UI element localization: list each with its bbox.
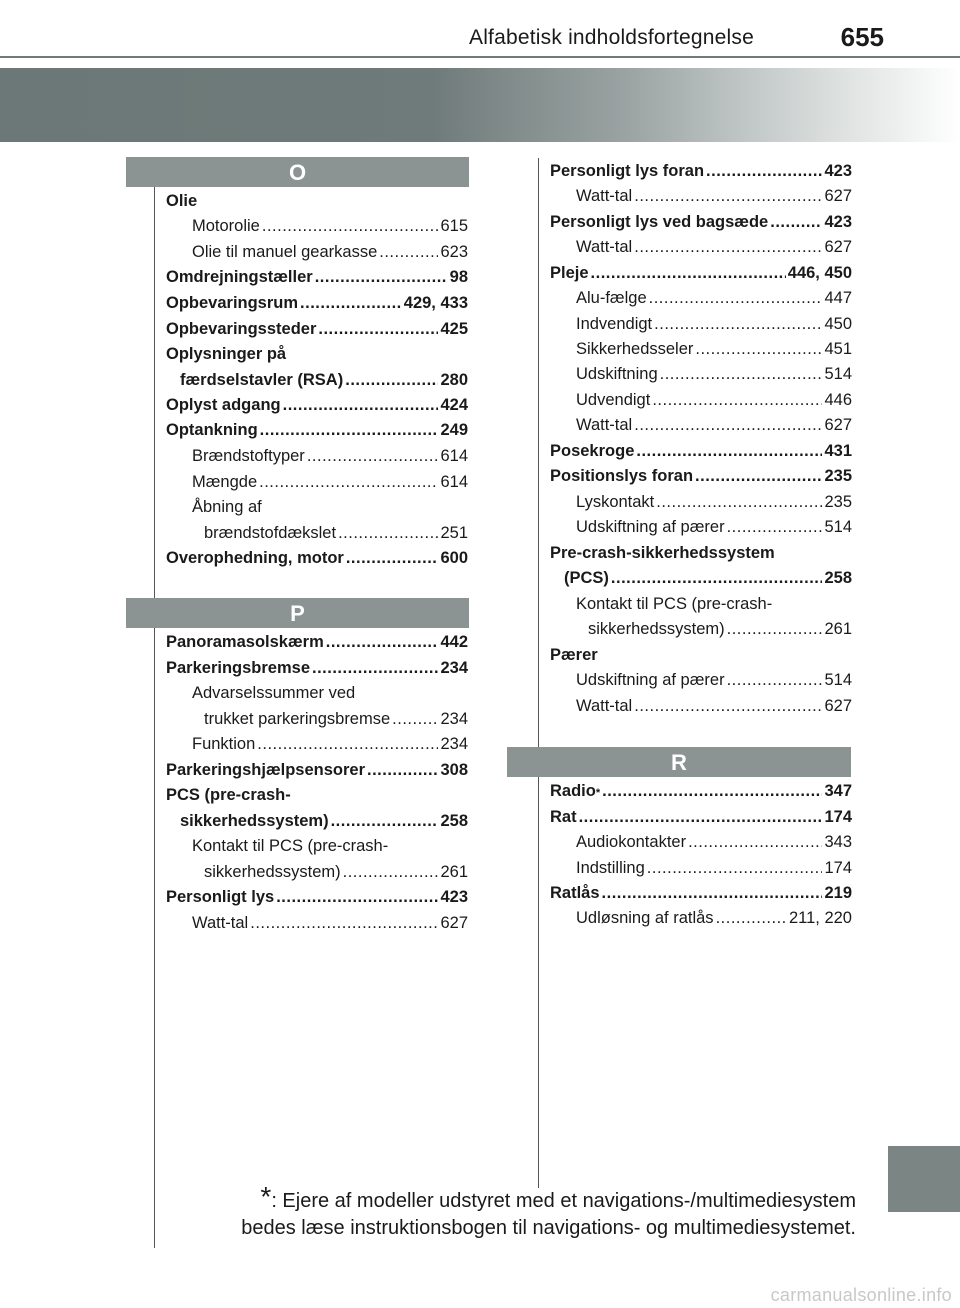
index-entry-page: 447: [824, 289, 852, 307]
index-entry-label: Udvendigt: [576, 391, 651, 409]
section-bar-o: [126, 157, 469, 187]
index-entry-label: Alu-fælge: [576, 289, 647, 307]
dot-leader: [634, 184, 822, 209]
index-entry-page: 211, 220: [788, 909, 852, 927]
index-entry: [576, 830, 852, 855]
dot-leader: [315, 265, 448, 290]
index-entry-page: 308: [440, 761, 468, 779]
watermark: carmanualsonline.info: [770, 1285, 952, 1305]
index-entry-page: 615: [440, 217, 468, 235]
index-entry: [576, 235, 852, 260]
dot-leader: [602, 779, 822, 804]
index-entry-label: Udskiftning af pærer: [576, 518, 725, 536]
index-entry-page: 261: [824, 620, 852, 638]
section-bar-p: [126, 598, 469, 628]
index-entry: [192, 911, 468, 936]
index-entry-label: Åbning af: [192, 498, 262, 516]
index-entry-label: Pærer: [550, 646, 598, 664]
dot-leader: [716, 906, 787, 931]
index-entry-page: 174: [824, 859, 852, 877]
index-entry-page: 423: [824, 162, 852, 180]
dot-leader: [660, 362, 823, 387]
dot-leader: [250, 911, 438, 936]
index-entry-label: Mængde: [192, 473, 258, 491]
index-entry-label: Udløsning af ratlås: [576, 909, 714, 927]
index-entry-label: Optankning: [166, 421, 258, 439]
index-entry-label: Olie til manuel gearkasse: [192, 243, 378, 261]
index-entry: [192, 495, 468, 520]
page-header-title: Alfabetisk indholdsfortegnelse: [468, 26, 754, 49]
dot-leader: [312, 656, 438, 681]
dot-leader: [307, 444, 439, 469]
index-entry-page: 343: [824, 833, 852, 851]
index-entry: [204, 860, 468, 885]
dot-leader: [579, 805, 823, 830]
index-entry-label: Watt-tal: [576, 416, 633, 434]
dot-leader: [338, 521, 438, 546]
index-entry: [166, 342, 468, 367]
index-entry-page: 600: [440, 549, 468, 567]
index-entry-label: færdselstavler (RSA): [180, 371, 344, 389]
index-entry-page: 627: [824, 238, 852, 256]
index-entry: [550, 439, 852, 464]
footnote-line-1: *: Ejere af modeller udstyret med et navigations-/multimediesystem: [260, 1181, 856, 1212]
dot-leader: [706, 159, 822, 184]
index-entry-label: Positionslys foran: [550, 467, 694, 485]
index-entry-label: trukket parkeringsbremse: [204, 710, 391, 728]
index-entry: [576, 312, 852, 337]
dot-leader: [318, 317, 438, 342]
index-entry-page: 234: [440, 710, 468, 728]
index-entry-page: 235: [824, 467, 852, 485]
index-entry-page: 442: [440, 633, 468, 651]
index-entry-label: Olie: [166, 192, 198, 210]
index-entry: Radio * ..... 347: [550, 779, 852, 804]
index-entry: [180, 368, 468, 393]
index-entry-label: Indvendigt: [576, 315, 653, 333]
chapter-side-tab: [888, 1146, 960, 1212]
index-entry-label: Kontakt til PCS (pre-crash-: [192, 837, 389, 855]
index-entry: [550, 210, 852, 235]
index-entry-label: Oplysninger på: [166, 345, 287, 363]
index-entry-page: 614: [440, 447, 468, 465]
index-entry: [576, 906, 852, 931]
index-entry-label: Parkeringshjælpsensorer: [166, 761, 365, 779]
dot-leader: [331, 809, 439, 834]
index-entry-page: 423: [440, 888, 468, 906]
index-entry: [550, 261, 852, 286]
index-entry: [180, 809, 468, 834]
index-entry-label: Watt-tal: [576, 187, 633, 205]
page-number: 655: [840, 22, 884, 52]
index-entry-label: Ratlås: [550, 884, 600, 902]
index-entry-page: 451: [824, 340, 852, 358]
dot-leader: [727, 515, 823, 540]
index-entry-label: Personligt lys ved bagsæde: [550, 213, 769, 231]
index-entry-label: Opbevaringsrum: [166, 294, 299, 312]
index-entry: [166, 656, 468, 681]
index-entry-label: sikkerhedssystem): [204, 863, 341, 881]
index-entry-page: 514: [824, 671, 852, 689]
index-entry: [166, 317, 468, 342]
index-entry-page: 347: [824, 782, 852, 800]
right-column-rule: [538, 158, 539, 1188]
dot-leader: [326, 630, 439, 655]
index-entry-page: 614: [440, 473, 468, 491]
index-entry: [576, 668, 852, 693]
index-entry: [550, 805, 852, 830]
index-entry-page: 234: [440, 735, 468, 753]
dot-leader: [276, 885, 438, 910]
index-entry-page: 219: [824, 884, 852, 902]
index-entry-page: 235: [824, 493, 852, 511]
index-entry: [192, 834, 468, 859]
dot-leader: [345, 368, 438, 393]
index-entry: [576, 856, 852, 881]
index-entry-label: Watt-tal: [576, 238, 633, 256]
index-entry-label: brændstofdækslet: [204, 524, 337, 542]
index-entry-label: Watt-tal: [576, 697, 633, 715]
index-entry-page: 514: [824, 518, 852, 536]
dot-leader: [260, 418, 439, 443]
index-entry-page: 627: [824, 697, 852, 715]
dot-leader: [770, 210, 822, 235]
index-entry-page: 429, 433: [403, 294, 468, 312]
index-entry: [576, 184, 852, 209]
index-entry: [166, 291, 468, 316]
dot-leader: [300, 291, 402, 316]
index-entry-label: PCS (pre-crash-: [166, 786, 291, 804]
index-entry: [576, 490, 852, 515]
index-entry: [166, 265, 468, 290]
dot-leader: [367, 758, 438, 783]
index-entry: [576, 592, 852, 617]
index-entry-page: 514: [824, 365, 852, 383]
index-entry: [588, 617, 852, 642]
section-letter-r: R: [671, 750, 687, 775]
index-entry: [166, 885, 468, 910]
index-entry-page: 258: [440, 812, 468, 830]
dot-leader: [695, 464, 822, 489]
index-entry: [192, 214, 468, 239]
index-entry: [166, 418, 468, 443]
index-entry-label: Oplyst adgang: [166, 396, 281, 414]
index-entry: [192, 732, 468, 757]
dot-leader: [392, 707, 438, 732]
index-entry-page: 431: [824, 442, 852, 460]
index-entry-page: 174: [824, 808, 852, 826]
dot-leader: [634, 235, 822, 260]
index-entry-page: 623: [440, 243, 468, 261]
index-entry: [576, 413, 852, 438]
index-entry: [166, 189, 468, 214]
index-entry-label: Kontakt til PCS (pre-crash-: [576, 595, 773, 613]
index-entry-page: 249: [440, 421, 468, 439]
index-entry-label: Udskiftning af pærer: [576, 671, 725, 689]
index-entry: [550, 159, 852, 184]
dot-leader: [647, 856, 823, 881]
footnote: [206, 1181, 856, 1242]
index-entry-label: Lyskontakt: [576, 493, 655, 511]
index-entry: [564, 566, 852, 591]
index-entry: [550, 541, 852, 566]
index-entry-label: (PCS): [564, 569, 609, 587]
dot-leader: [259, 470, 438, 495]
index-entry: [550, 464, 852, 489]
index-entry-label: Personligt lys: [166, 888, 275, 906]
dot-leader: [656, 490, 822, 515]
index-entry-page: 446, 450: [787, 264, 852, 282]
index-entry-label: Indstilling: [576, 859, 645, 877]
index-entry: [192, 470, 468, 495]
dot-leader: [727, 617, 823, 642]
index-entry-label: Panoramasolskærm: [166, 633, 324, 651]
section-bar-r: [507, 747, 851, 777]
index-entry-label: Brændstoftyper: [192, 447, 305, 465]
index-entry: [166, 630, 468, 655]
dot-leader: [636, 439, 822, 464]
index-entry-page: 261: [440, 863, 468, 881]
dot-leader: [611, 566, 823, 591]
index-entry-page: 627: [824, 187, 852, 205]
header-banner: [0, 68, 960, 142]
dot-leader: [727, 668, 823, 693]
header-divider: [0, 56, 960, 58]
index-entry-label: Radio: [550, 782, 596, 800]
dot-leader: [346, 546, 439, 571]
index-entry-label: Personligt lys foran: [550, 162, 705, 180]
index-entry-page: 424: [440, 396, 468, 414]
index-entry: [204, 707, 468, 732]
index-entry-page: 446: [824, 391, 852, 409]
index-entry-page: 627: [824, 416, 852, 434]
index-entry: [166, 758, 468, 783]
index-entry: [204, 521, 468, 546]
dot-leader: [257, 732, 438, 757]
footnote-line-2: bedes læse instruktionsbogen til navigations- og multimediesystemet.: [241, 1217, 856, 1239]
index-entry: [192, 681, 468, 706]
index-entry-page: 98: [449, 268, 468, 286]
index-entry-label: Omdrejningstæller: [166, 268, 313, 286]
index-entry: [166, 783, 468, 808]
index-entry: [576, 515, 852, 540]
index-entry-label: Advarselssummer ved: [192, 684, 356, 702]
index-entry: [576, 362, 852, 387]
index-entry-page: 280: [440, 371, 468, 389]
dot-leader: [602, 881, 823, 906]
index-entry-page: 251: [440, 524, 468, 542]
index-entry-page: 258: [824, 569, 852, 587]
dot-leader: [379, 240, 438, 265]
index-entry-label: Watt-tal: [192, 914, 249, 932]
index-entry: [550, 881, 852, 906]
index-entry-page: 425: [440, 320, 468, 338]
dot-leader: [634, 413, 822, 438]
index-entry: [576, 286, 852, 311]
dot-leader: [283, 393, 439, 418]
dot-leader: [591, 261, 786, 286]
index-entry: [192, 444, 468, 469]
index-entry-page: 423: [824, 213, 852, 231]
index-entry-label: sikkerhedssystem): [180, 812, 329, 830]
index-entry-page: 234: [440, 659, 468, 677]
index-entry: [166, 393, 468, 418]
index-entry-label: sikkerhedssystem): [588, 620, 725, 638]
dot-leader: [262, 214, 439, 239]
dot-leader: [652, 388, 822, 413]
index-entry-label: Sikkerhedsseler: [576, 340, 694, 358]
index-entry-page: 627: [440, 914, 468, 932]
section-letter-p: P: [290, 601, 305, 626]
index-entry-label: Pleje: [550, 264, 589, 282]
dot-leader: [688, 830, 822, 855]
index-entry: [550, 643, 852, 668]
index-entry: [576, 694, 852, 719]
index-entry-label: Rat: [550, 808, 577, 826]
index-entry: [166, 546, 468, 571]
dot-leader: [649, 286, 823, 311]
left-column-rule: [154, 158, 155, 1248]
footnote-star: *: [260, 1181, 272, 1212]
index-entry-label: Parkeringsbremse: [166, 659, 310, 677]
index-entry-label: Audiokontakter: [576, 833, 687, 851]
index-entry-label: Motorolie: [192, 217, 260, 235]
index-entry-label: Opbevaringssteder: [166, 320, 317, 338]
dot-leader: [654, 312, 822, 337]
index-entry-label: Pre-crash-sikkerhedssystem: [550, 544, 775, 562]
index-entry-label: Funktion: [192, 735, 256, 753]
section-letter-o: O: [288, 160, 307, 185]
index-entry: [576, 388, 852, 413]
index-entry-page: 450: [824, 315, 852, 333]
dot-leader: [695, 337, 822, 362]
index-entry-label: Overophedning, motor: [166, 549, 344, 567]
index-entry: [576, 337, 852, 362]
index-entry: [192, 240, 468, 265]
index-entry-label: Posekroge: [550, 442, 635, 460]
dot-leader: [634, 694, 822, 719]
index-entry-label: Udskiftning: [576, 365, 658, 383]
dot-leader: [343, 860, 439, 885]
